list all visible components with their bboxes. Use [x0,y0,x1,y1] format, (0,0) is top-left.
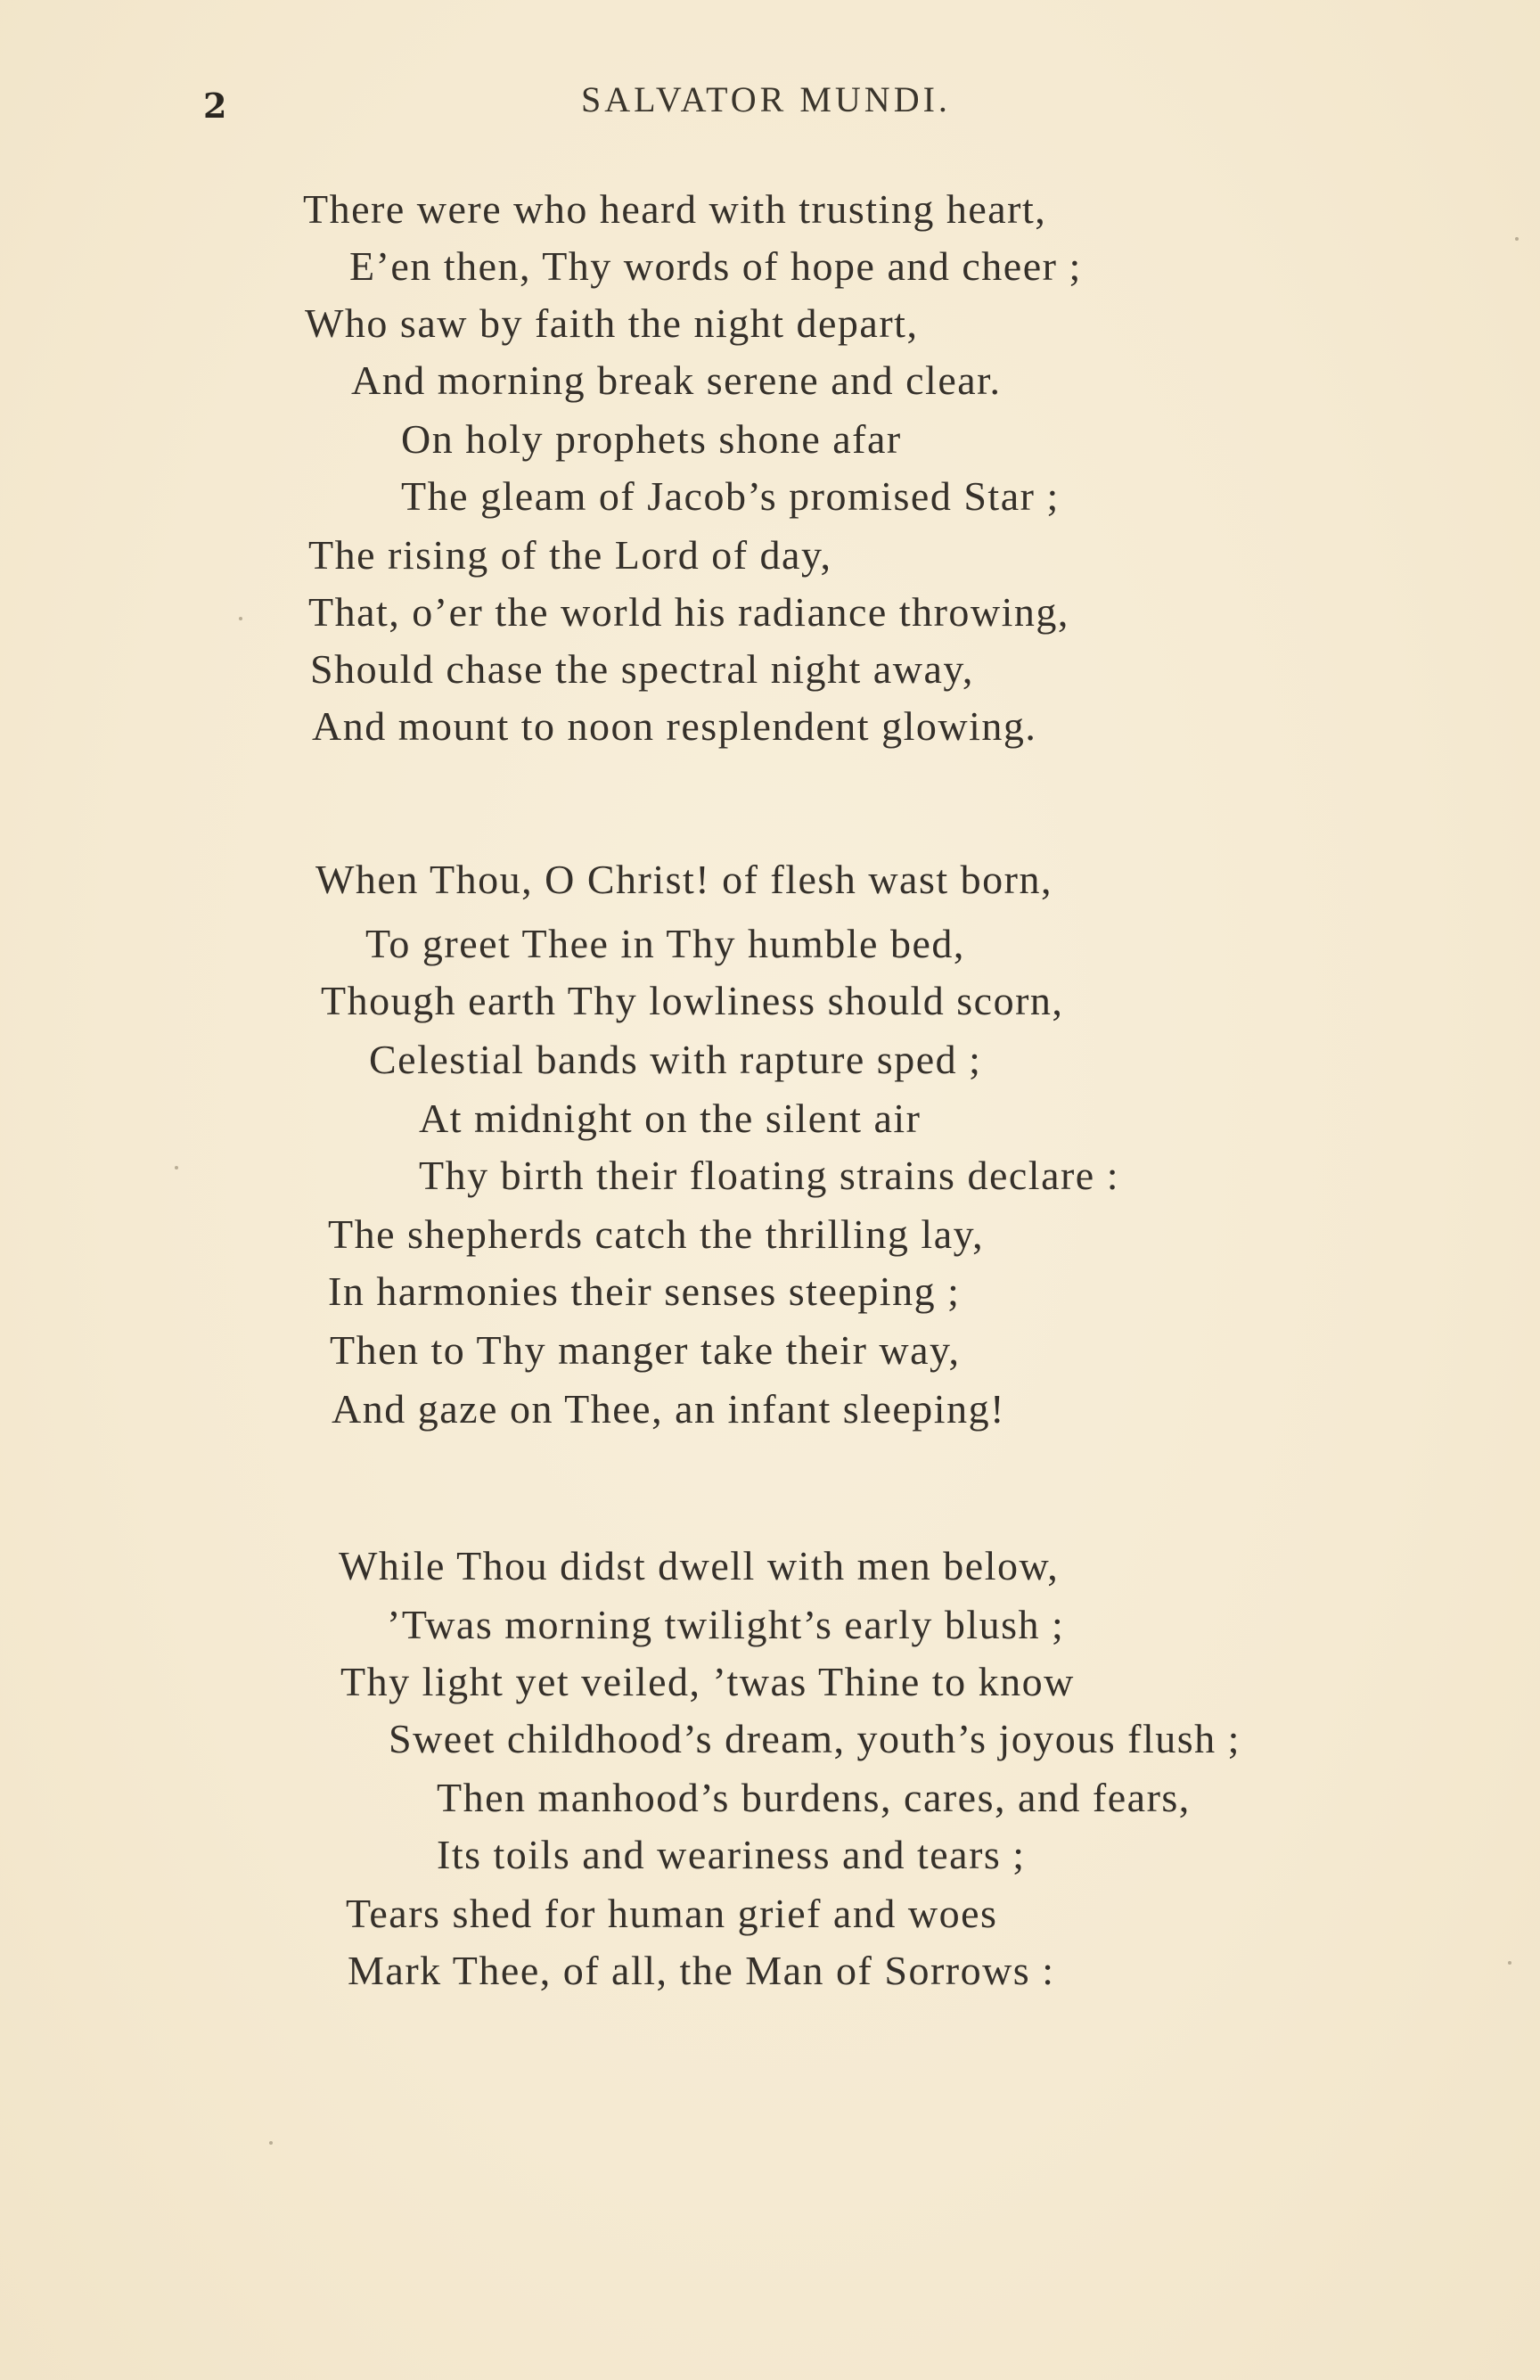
poem-line: To greet Thee in Thy humble bed, [365,921,965,966]
poem-line: Then to Thy manger take their way, [330,1327,961,1373]
poem-line: Celestial bands with rapture sped ; [369,1037,982,1082]
poem-line: Sweet childhood’s dream, youth’s joyous flush ; [389,1716,1241,1761]
poem-line: Should chase the spectral night away, [310,646,974,692]
poem-line: When Thou, O Christ! of flesh wast born, [315,857,1053,902]
paper-speck [175,1166,178,1169]
poem-line: Its toils and weariness and tears ; [437,1832,1026,1877]
poem-line: That, o’er the world his radiance throwing, [308,589,1069,635]
poem-line: Thy light yet veiled, ’twas Thine to know [340,1659,1075,1704]
paper-speck [269,2141,273,2145]
poem-line: Tears shed for human grief and woes [346,1891,998,1936]
poem-line: Though earth Thy lowliness should scorn, [321,978,1064,1023]
poem-line: Thy birth their floating strains declare : [419,1153,1119,1198]
page-number: 2 [203,86,227,126]
poem-line: At midnight on the silent air [419,1096,922,1141]
poem-line: In harmonies their senses steeping ; [328,1268,961,1314]
poem-line: ’Twas morning twilight’s early blush ; [387,1602,1065,1647]
poem-line: E’en then, Thy words of hope and cheer ; [349,243,1082,289]
poem-line: There were who heard with trusting heart, [303,186,1047,232]
poem-line: The shepherds catch the thrilling lay, [328,1211,985,1257]
poem-line: And morning break serene and clear. [351,357,1002,403]
poem-line: And mount to noon resplendent glowing. [312,703,1037,749]
poem-line: Then manhood’s burdens, cares, and fears, [437,1775,1191,1820]
poem-line: On holy prophets shone afar [401,416,902,462]
paper-speck [239,617,242,620]
poem-line: The gleam of Jacob’s promised Star ; [401,473,1060,519]
poem-line: Who saw by faith the night depart, [305,300,919,346]
paper-speck [1515,237,1519,241]
poem-line: Mark Thee, of all, the Man of Sorrows : [348,1948,1055,1993]
running-title: SALVATOR MUNDI. [581,79,951,119]
poem-line: And gaze on Thee, an infant sleeping! [332,1386,1005,1432]
poem-line: While Thou didst dwell with men below, [339,1543,1060,1588]
poem-line: The rising of the Lord of day, [308,532,832,578]
paper-speck [1508,1961,1511,1965]
